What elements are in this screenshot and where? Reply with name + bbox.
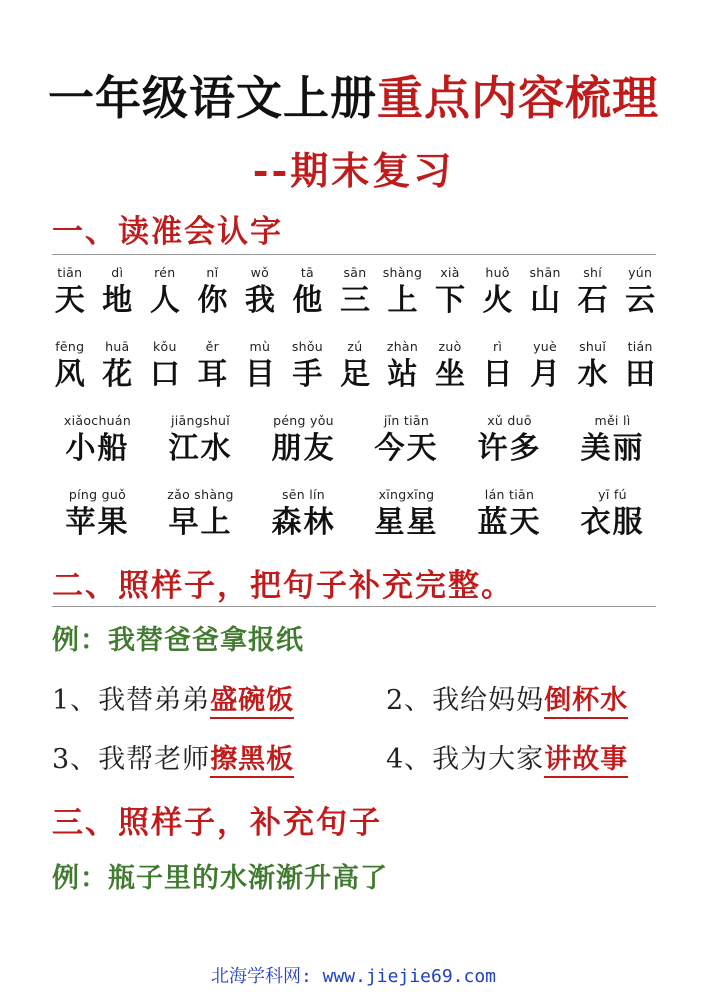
character-text: 他 [292, 283, 323, 318]
word-text: 许多 [477, 431, 542, 466]
char-cell [189, 338, 237, 392]
character-text: 石 [577, 283, 608, 318]
pinyin-label: shàng [382, 265, 423, 280]
sentence-prefix: 2、我给妈妈 [386, 685, 545, 716]
word-text: 苹果 [65, 505, 130, 540]
pinyin-label: xià [440, 265, 460, 280]
character-text: 月 [530, 357, 561, 392]
character-text: 上 [387, 283, 418, 318]
char-cell [284, 338, 332, 392]
char-cell [46, 264, 94, 318]
word-text: 美丽 [580, 431, 645, 466]
sentence-answer: 擦黑板 [210, 744, 294, 778]
sentence-prefix: 1、我替弟弟 [52, 685, 211, 716]
word-row-2 [46, 486, 664, 540]
character-text: 三 [339, 283, 370, 318]
pinyin-label: rì [492, 339, 503, 354]
char-cell [141, 264, 189, 318]
pinyin-label: yī fú [598, 487, 627, 502]
word-cell [252, 412, 355, 466]
footer-website: 北海学科网: www.jiejie69.com [210, 966, 497, 987]
word-cell [561, 412, 664, 466]
pinyin-label: jiāngshuǐ [171, 413, 230, 428]
char-cell [189, 264, 237, 318]
section2-example: 例：我替爸爸拿报纸 [52, 625, 304, 656]
character-text: 天 [54, 283, 85, 318]
pinyin-label: sēn lín [281, 487, 326, 502]
pinyin-label: tián [627, 339, 653, 354]
pinyin-label: huā [105, 339, 130, 354]
char-cell [94, 338, 142, 392]
word-text: 蓝天 [477, 505, 542, 540]
char-cell [474, 338, 522, 392]
sentence-prefix: 3、我帮老师 [52, 744, 211, 775]
pinyin-label: xiǎochuán [63, 413, 132, 428]
page-title [0, 62, 707, 128]
sentence-item-3 [52, 737, 294, 776]
page-subtitle: --期末复习 [252, 148, 455, 193]
character-text: 人 [149, 283, 180, 318]
pinyin-label: dì [111, 265, 124, 280]
character-text: 手 [292, 357, 323, 392]
char-cell [379, 338, 427, 392]
pinyin-label: shǒu [291, 339, 324, 354]
char-cell [569, 264, 617, 318]
character-text: 足 [339, 357, 370, 392]
char-cell [616, 264, 664, 318]
word-text: 朋友 [271, 431, 336, 466]
sentence-item-2 [386, 678, 628, 717]
character-text: 风 [54, 357, 85, 392]
word-cell [149, 486, 252, 540]
section2-heading: 二、照样子，把句子补充完整。 [52, 568, 514, 604]
word-cell [252, 486, 355, 540]
word-cell [46, 486, 149, 540]
word-text: 江水 [168, 431, 233, 466]
char-cell [616, 338, 664, 392]
char-cell [284, 264, 332, 318]
pinyin-label: měi lì [594, 413, 631, 428]
pinyin-label: rén [154, 265, 176, 280]
word-cell [458, 412, 561, 466]
word-cell [355, 412, 458, 466]
character-text: 坐 [435, 357, 466, 392]
title-part-black: 一年级语文上册 [48, 71, 377, 125]
word-text: 森林 [271, 505, 336, 540]
pinyin-label: sān [343, 265, 367, 280]
character-text: 你 [197, 283, 228, 318]
word-text: 今天 [374, 431, 439, 466]
char-cell [94, 264, 142, 318]
word-text: 小船 [65, 431, 130, 466]
pinyin-label: fēng [55, 339, 85, 354]
char-cell [236, 338, 284, 392]
character-text: 下 [435, 283, 466, 318]
pinyin-label: xǔ duō [487, 413, 532, 428]
pinyin-label: tā [300, 265, 314, 280]
char-cell [141, 338, 189, 392]
pinyin-label: píng guǒ [68, 487, 127, 502]
word-text: 早上 [168, 505, 233, 540]
char-cell [46, 338, 94, 392]
character-text: 耳 [197, 357, 228, 392]
character-text: 火 [482, 283, 513, 318]
pinyin-label: yún [628, 265, 653, 280]
pinyin-label: zǎo shàng [167, 487, 234, 502]
pinyin-label: wǒ [250, 265, 270, 280]
pinyin-label: shí [583, 265, 603, 280]
char-row-1 [46, 264, 664, 318]
word-cell [458, 486, 561, 540]
section1-heading: 一、读准会认字 [52, 214, 283, 250]
char-cell [521, 264, 569, 318]
character-text: 山 [530, 283, 561, 318]
pinyin-label: zhàn [386, 339, 419, 354]
pinyin-label: lán tiān [484, 487, 535, 502]
pinyin-label: yuè [533, 339, 558, 354]
pinyin-label: nǐ [206, 265, 219, 280]
character-text: 花 [102, 357, 133, 392]
sentence-item-4 [386, 737, 628, 776]
word-cell [355, 486, 458, 540]
word-cell [46, 412, 149, 466]
sentence-answer: 倒杯水 [544, 685, 628, 719]
pinyin-label: zuò [438, 339, 462, 354]
character-text: 站 [387, 357, 418, 392]
character-text: 口 [149, 357, 180, 392]
sentence-prefix: 4、我为大家 [386, 744, 545, 775]
char-cell [521, 338, 569, 392]
sentence-answer: 盛碗饭 [210, 685, 294, 719]
pinyin-label: zú [347, 339, 363, 354]
pinyin-label: huǒ [485, 265, 510, 280]
character-text: 田 [625, 357, 656, 392]
word-text: 衣服 [580, 505, 645, 540]
char-cell [569, 338, 617, 392]
char-cell [236, 264, 284, 318]
pinyin-label: péng yǒu [273, 413, 334, 428]
character-text: 目 [244, 357, 275, 392]
sentence-item-1 [52, 678, 294, 717]
character-text: 地 [102, 283, 133, 318]
word-text: 星星 [374, 505, 439, 540]
pinyin-label: ěr [205, 339, 220, 354]
pinyin-label: shān [529, 265, 561, 280]
char-cell [331, 338, 379, 392]
pinyin-label: shuǐ [579, 339, 607, 354]
character-text: 我 [244, 283, 275, 318]
char-cell [426, 264, 474, 318]
character-text: 日 [482, 357, 513, 392]
pinyin-label: xīngxīng [378, 487, 435, 502]
pinyin-label: jīn tiān [383, 413, 430, 428]
word-cell [561, 486, 664, 540]
section1-divider [52, 254, 656, 255]
word-cell [149, 412, 252, 466]
pinyin-label: mù [249, 339, 271, 354]
pinyin-label: kǒu [152, 339, 177, 354]
char-cell [379, 264, 427, 318]
section3-heading: 三、照样子，补充句子 [52, 805, 382, 841]
char-cell [426, 338, 474, 392]
section2-divider [52, 606, 656, 607]
char-row-2 [46, 338, 664, 392]
pinyin-label: tiān [57, 265, 83, 280]
title-part-red: 重点内容梳理 [377, 71, 659, 125]
character-text: 水 [577, 357, 608, 392]
char-cell [331, 264, 379, 318]
sentence-answer: 讲故事 [544, 744, 628, 778]
char-cell [474, 264, 522, 318]
section3-example: 例：瓶子里的水渐渐升高了 [52, 863, 388, 894]
word-row-1 [46, 412, 664, 466]
character-text: 云 [625, 283, 656, 318]
